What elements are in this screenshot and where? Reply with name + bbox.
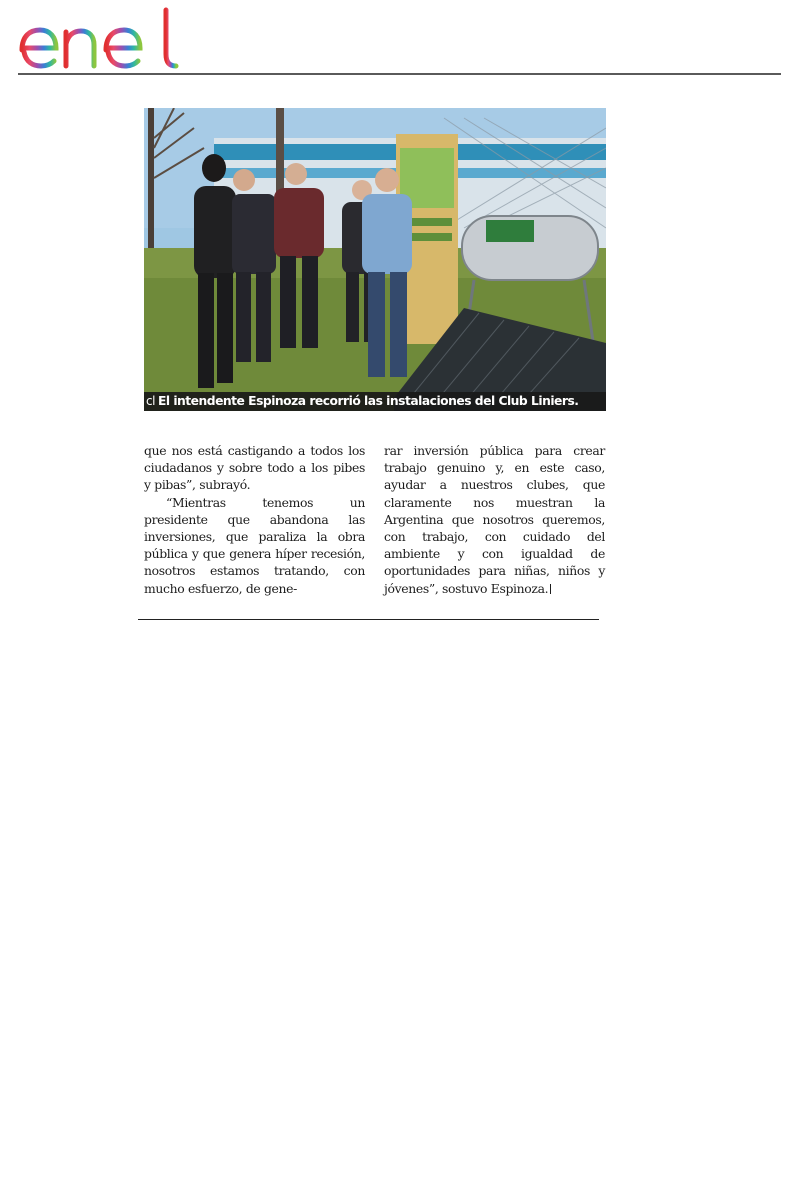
paragraph bbox=[384, 442, 605, 597]
end-of-article-icon bbox=[550, 584, 555, 594]
page-header bbox=[0, 0, 800, 78]
photo-caption bbox=[144, 392, 606, 411]
article-bottom-divider bbox=[138, 619, 599, 620]
paragraph: “Mientras tenemos un presidente que abandona las inversiones, que paraliza la obra pública y que genera híper recesión, nosotros estamos tratando, con mucho esfuerzo, de gene- bbox=[144, 494, 365, 596]
paragraph-text: rar inversión pública para crear trabajo genuino y, en este caso, ayudar a nuestros clubes, que claramente nos muestran la Argentina que nosotros queremos, con trabajo, con cuidado del ambiente y con igualdad de oportunidades para niñas, niños y jóvenes”, sostuvo Espinoza. bbox=[384, 443, 605, 596]
article-photo bbox=[144, 108, 606, 411]
paragraph: que nos está castigando a todos los ciudadanos y sobre todo a los pibes y pibas”, subrayó. bbox=[144, 443, 365, 493]
header-divider bbox=[18, 73, 781, 75]
photo-caption-text: El intendente Espinoza recorrió las instalaciones del Club Liniers. bbox=[157, 394, 579, 408]
caption-marker-icon: cl bbox=[146, 394, 155, 408]
article-column-right bbox=[384, 442, 605, 597]
enel-logo bbox=[16, 6, 180, 72]
article-column-left bbox=[144, 442, 365, 597]
